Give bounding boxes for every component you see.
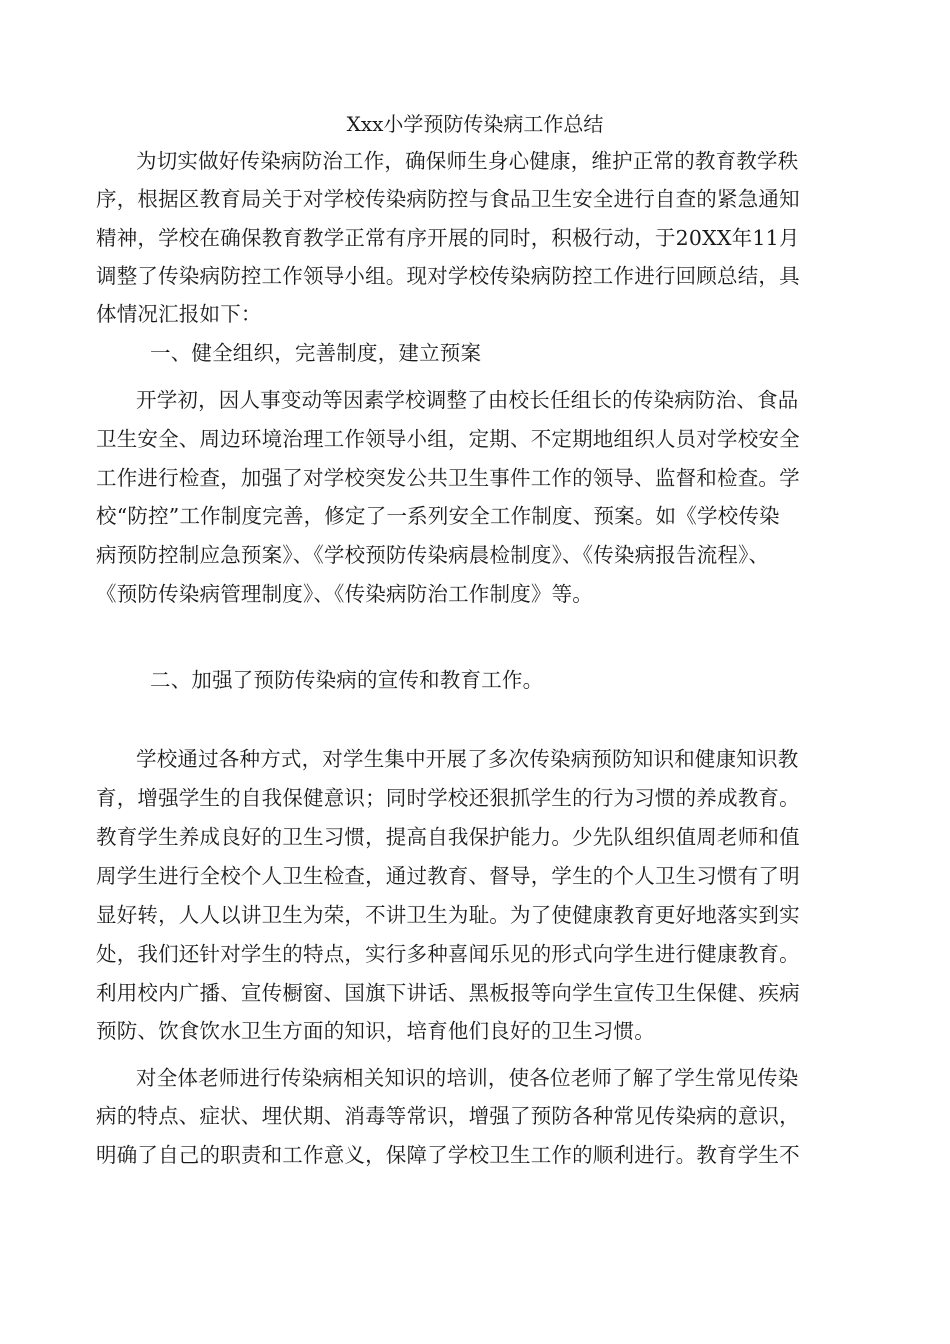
text-line: 利用校内广播、宣传橱窗、国旗下讲话、黑板报等向学生宣传卫生保健、疾病 — [96, 981, 800, 1005]
text-line: 工作进行检查，加强了对学校突发公共卫生事件工作的领导、监督和检查。学 — [96, 466, 800, 490]
text-line: 体情况汇报如下： — [96, 302, 262, 326]
text-line: 病的特点、症状、埋伏期、消毒等常识，增强了预防各种常见传染病的意识， — [96, 1104, 800, 1128]
text-line: 处，我们还针对学生的特点，实行多种喜闻乐见的形式向学生进行健康教育。 — [96, 942, 800, 966]
text-line: 精神，学校在确保教育教学正常有序开展的同时，积极行动，于20XX年11月 — [96, 226, 800, 250]
text-line: 显好转，人人以讲卫生为荣，不讲卫生为耻。为了使健康教育更好地落实到实 — [96, 903, 800, 927]
text-line: 病预防控制应急预案》、《学校预防传染病晨检制度》、《传染病报告流程》、 — [96, 543, 770, 567]
text-line: 序，根据区教育局关于对学校传染病防控与食品卫生安全进行自查的紧急通知 — [96, 187, 800, 211]
text-line: 调整了传染病防控工作领导小组。现对学校传染病防控工作进行回顾总结，具 — [96, 264, 800, 288]
text-line: 对全体老师进行传染病相关知识的培训，使各位老师了解了学生常见传染 — [136, 1066, 799, 1090]
text-line: 教育学生养成良好的卫生习惯，提高自我保护能力。少先队组织值周老师和值 — [96, 825, 800, 849]
text-line: 卫生安全、周边环境治理工作领导小组，定期、不定期地组织人员对学校安全 — [96, 427, 800, 451]
text-line: 为切实做好传染病防治工作，确保师生身心健康，维护正常的教育教学秩 — [136, 149, 799, 173]
text-line: 开学初，因人事变动等因素学校调整了由校长任组长的传染病防治、食品 — [136, 388, 799, 412]
document-title: Xxx小学预防传染病工作总结 — [346, 112, 604, 136]
text-line: 《预防传染病管理制度》、《传染病防治工作制度》等。 — [96, 582, 593, 606]
text-line: 学校通过各种方式，对学生集中开展了多次传染病预防知识和健康知识教 — [136, 747, 799, 771]
section-heading: 一、健全组织，完善制度，建立预案 — [150, 341, 482, 365]
text-line: 周学生进行全校个人卫生检查，通过教育、督导，学生的个人卫生习惯有了明 — [96, 864, 800, 888]
text-line: 校“防控”工作制度完善，修定了一系列安全工作制度、预案。如《学校传染 — [96, 504, 780, 528]
section-heading: 二、加强了预防传染病的宣传和教育工作。 — [150, 668, 544, 692]
text-line: 育，增强学生的自我保健意识；同时学校还狠抓学生的行为习惯的养成教育。 — [96, 786, 800, 810]
text-line: 明确了自己的职责和工作意义，保障了学校卫生工作的顺利进行。教育学生不 — [96, 1143, 800, 1167]
text-line: 预防、饮食饮水卫生方面的知识，培育他们良好的卫生习惯。 — [96, 1019, 655, 1043]
